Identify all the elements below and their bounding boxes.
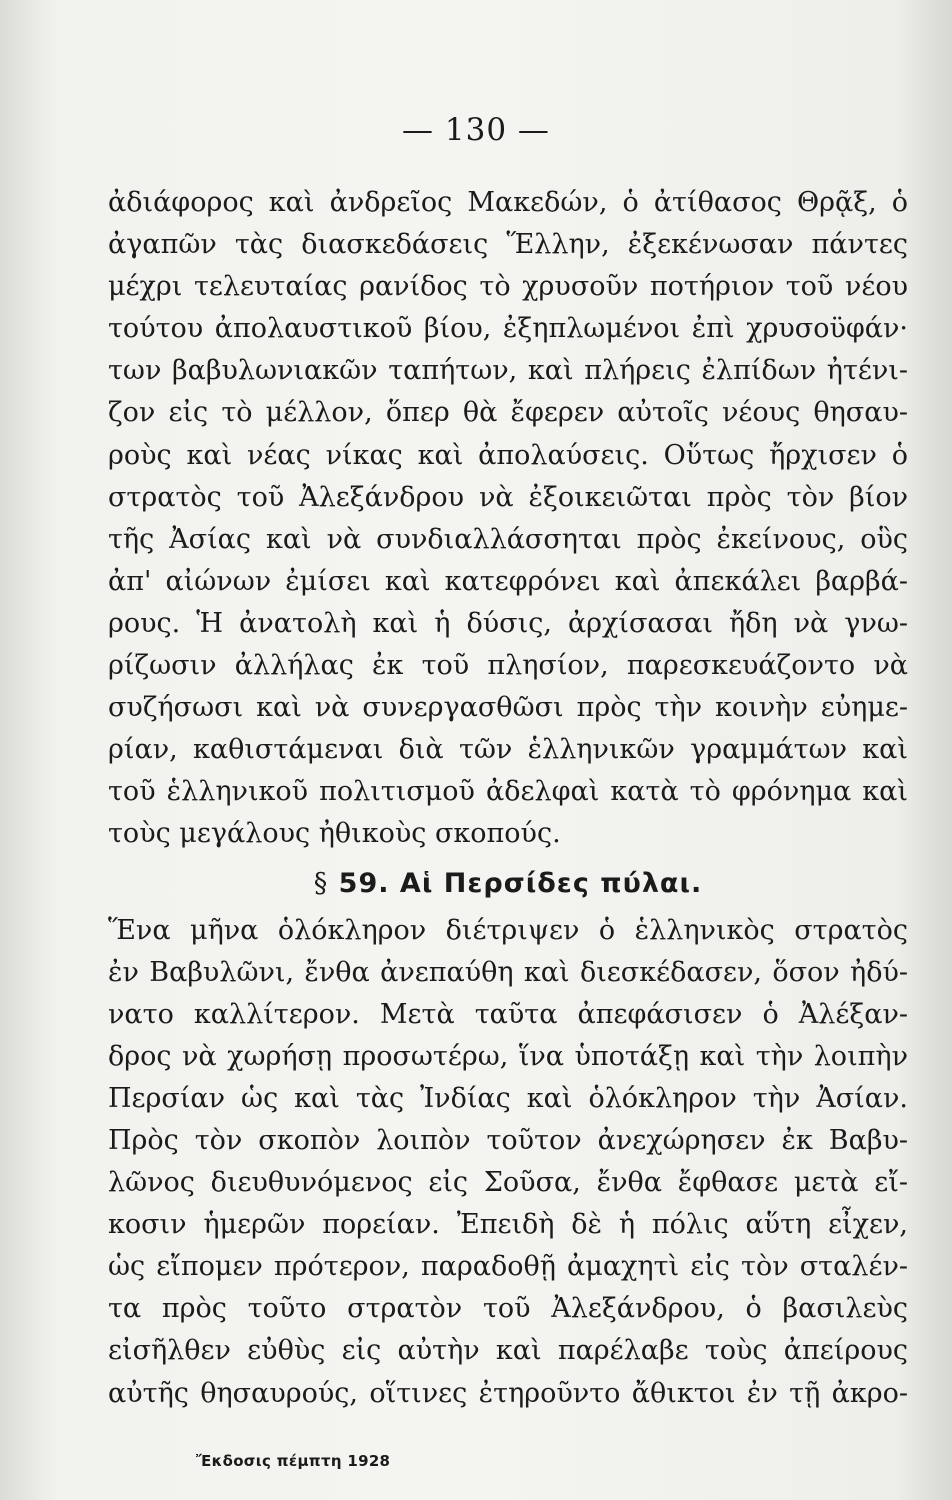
text-line: ἀπ' αἰώνων ἐμίσει καὶ κατεφρόνει καὶ ἀπεκάλει βαρβά- [108, 565, 908, 597]
text-line: ρίζωσιν ἀλλήλας ἐκ τοῦ πλησίον, παρεσκευάζοντο νὰ [108, 650, 908, 682]
section-number: 59. [338, 867, 390, 899]
text-line: των βαβυλωνιακῶν ταπήτων, καὶ πλήρεις ἐλπίδων ἠτένι- [108, 355, 908, 387]
text-line: ἀδιάφορος καὶ ἀνδρεῖος Μακεδών, ὁ ἀτίθασος Θρᾷξ, ὁ [108, 187, 908, 218]
text-line: λῶνος διευθυνόμενος εἰς Σοῦσα, ἔνθα ἔφθασε μετὰ εἴ- [108, 1167, 908, 1199]
text-line: τα πρὸς τοῦτο στρατὸν τοῦ Ἀλεξάνδρου, ὁ βασιλεὺς [108, 1293, 908, 1325]
text-line: τοῦ ἑλληνικοῦ πολιτισμοῦ ἀδελφαὶ κατὰ τὸ φρόνημα καὶ [108, 776, 908, 808]
text-block [108, 182, 908, 1415]
text-line: ρους. Ἡ ἀνατολὴ καὶ ἡ δύσις, ἀρχίσασαι ἤδη νὰ γνω- [108, 607, 908, 639]
text-line: τῆς Ἀσίας καὶ νὰ συνδιαλλάσσηται πρὸς ἐκείνους, οὓς [108, 523, 908, 555]
page-number: — 130 — [402, 112, 550, 148]
text-line: Ἕνα μῆνα ὁλόκληρον διέτριψεν ὁ ἑλληνικὸς στρατὸς [108, 914, 908, 946]
text-line: συζήσωσι καὶ νὰ συνεργασθῶσι πρὸς τὴν κοινὴν εὐημε- [108, 692, 908, 724]
text-line: αὐτῆς θησαυρούς, οἵτινες ἐτηροῦντο ἄθικτοι ἐν τῇ ἀκρο- [108, 1377, 908, 1409]
paragraph-1 [108, 182, 908, 856]
text-line: κοσιν ἡμερῶν πορείαν. Ἐπειδὴ δὲ ἡ πόλις αὕτη εἶχεν, [108, 1209, 908, 1241]
section-title: Αἱ Περσίδες πύλαι. [399, 867, 703, 899]
text-line: στρατὸς τοῦ Ἀλεξάνδρου νὰ ἐξοικειῶται πρὸς τὸν βίον [108, 481, 908, 513]
paragraph-2 [108, 910, 908, 1415]
text-line: ἀγαπῶν τὰς διασκεδάσεις Ἕλλην, ἐξεκένωσαν πάντες [108, 229, 908, 261]
text-line: τοὺς μεγάλους ἠθικοὺς σκοπούς. [108, 818, 561, 850]
text-line: ζον εἰς τὸ μέλλον, ὅπερ θὰ ἔφερεν αὐτοῖς νέους θησαυ- [108, 397, 908, 429]
text-line: δρος νὰ χωρήσῃ προσωτέρω, ἵνα ὑποτάξῃ καὶ τὴν λοιπὴν [108, 1040, 908, 1072]
text-line: ρίαν, καθιστάμεναι διὰ τῶν ἑλληνικῶν γραμμάτων καὶ [108, 734, 908, 766]
text-line: τούτου ἀπολαυστικοῦ βίου, ἐξηπλωμένοι ἐπὶ χρυσοϋφάν· [108, 313, 908, 345]
text-line: Περσίαν ὡς καὶ τὰς Ἰνδίας καὶ ὁλόκληρον τὴν Ἀσίαν. [108, 1082, 908, 1114]
edition-note: Ἔκδοσις πέμπτη 1928 [196, 1452, 391, 1470]
text-line: Πρὸς τὸν σκοπὸν λοιπὸν τοῦτον ἀνεχώρησεν ἐκ Βαβυ- [108, 1124, 908, 1156]
text-line: εἰσῆλθεν εὐθὺς εἰς αὐτὴν καὶ παρέλαβε τοὺς ἀπείρους [108, 1335, 908, 1367]
text-line: μέχρι τελευταίας ρανίδος τὸ χρυσοῦν ποτήριον τοῦ νέου [108, 271, 908, 303]
text-line: ὡς εἴπομεν πρότερον, παραδοθῇ ἀμαχητὶ εἰς τὸν σταλέν- [108, 1251, 908, 1283]
text-line: ἐν Βαβυλῶνι, ἔνθα ἀνεπαύθη καὶ διεσκέδασεν, ὅσον ἠδύ- [108, 956, 908, 988]
text-line: ροὺς καὶ νέας νίκας καὶ ἀπολαύσεις. Οὕτως ἤρχισεν ὁ [108, 439, 908, 471]
section-symbol: § [313, 867, 329, 899]
text-line: νατο καλλίτερον. Μετὰ ταῦτα ἀπεφάσισεν ὁ Ἀλέξαν- [108, 998, 908, 1030]
section-heading [108, 862, 908, 910]
